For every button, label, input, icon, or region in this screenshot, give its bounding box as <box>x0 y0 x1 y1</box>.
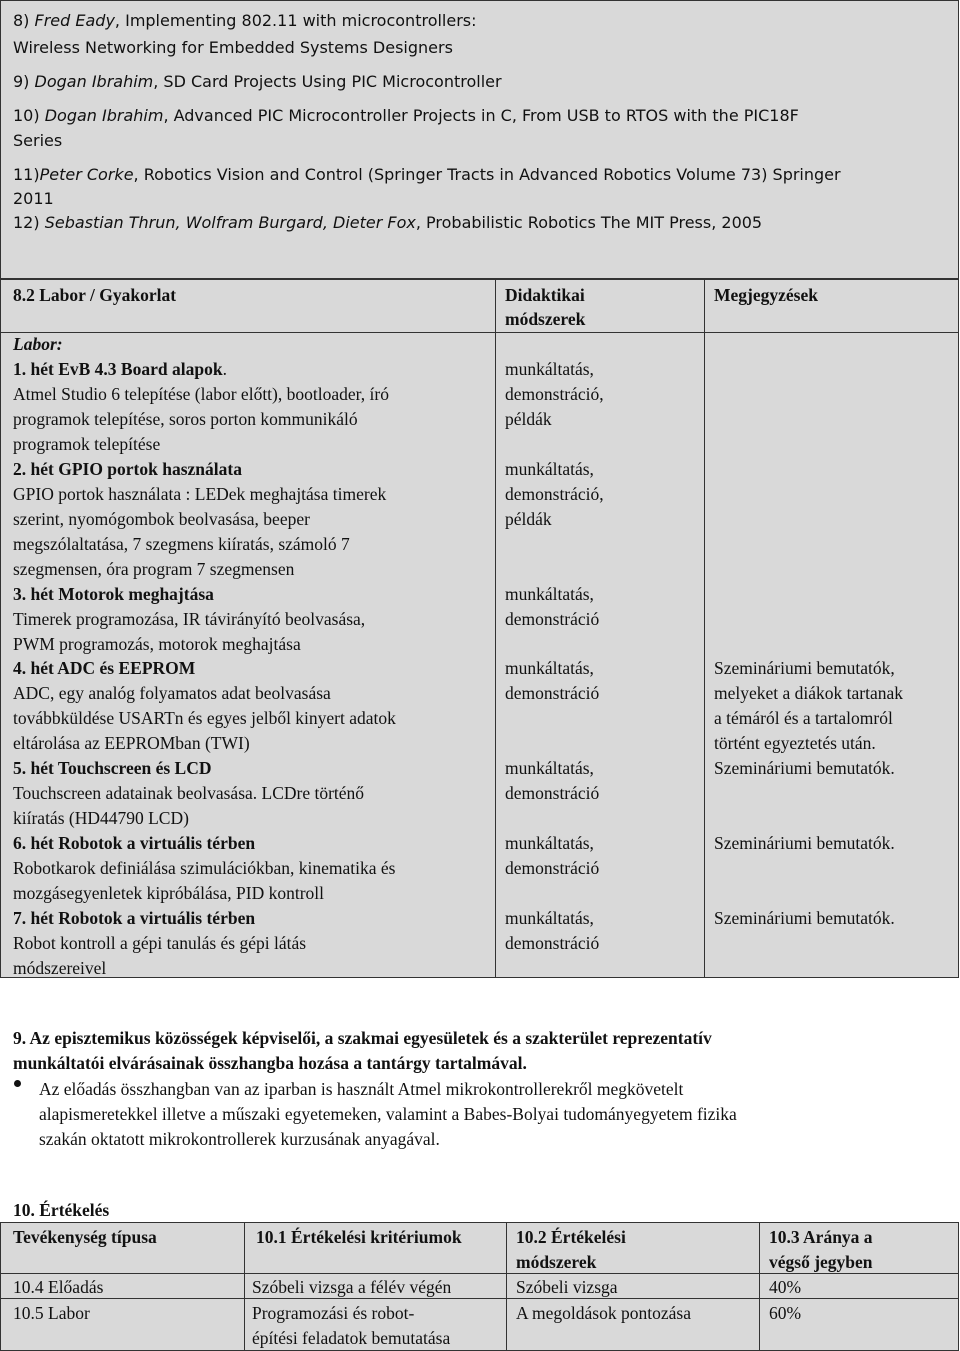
week-1: 1. hét EvB 4.3 Board alapok. Atmel Studio 6 telepítése (labor előtt), bootloader, író programok telepítése, soros porton kommunikáló programok telepítése <box>13 359 389 454</box>
reference-12: 12) Sebastian Thrun, Wolfram Burgard, Dieter Fox, Probabilistic Robotics The MIT Press, 2005 <box>13 213 763 232</box>
reference-8-cont: Wireless Networking for Embedded Systems Designers <box>13 38 453 57</box>
reference-10-cont: Series <box>13 131 63 150</box>
eval-row-rule-2 <box>0 1298 959 1299</box>
eval-row-lab-ratio: 60% <box>769 1303 802 1323</box>
reference-10: 10) Dogan Ibrahim, Advanced PIC Microcontroller Projects in C, From USB to RTOS with the PIC18F <box>13 106 799 125</box>
week-3: 3. hét Motorok meghajtása Timerek programozása, IR távirányító beolvasása, PWM programozás, motorok meghajtása <box>13 584 366 654</box>
lab-col-divider-2 <box>704 279 705 978</box>
week-7-notes: Szemináriumi bemutatók. <box>714 908 895 928</box>
reference-11: 11)Peter Corke, Robotics Vision and Control (Springer Tracts in Advanced Robotics Volume 73) Springer <box>13 165 841 184</box>
section-9-heading: 9. Az episztemikus közösségek képviselői, a szakmai egyesületek és a szakterület reprezentatív munkáltatói elvárásainak összhangba hozása a tantárgy tartalmával. <box>13 1028 712 1073</box>
week-7-methods: munkáltatás, demonstráció <box>505 908 600 953</box>
reference-9: 9) Dogan Ibrahim, SD Card Projects Using PIC Microcontroller <box>13 72 502 91</box>
week-4-methods: munkáltatás, demonstráció <box>505 658 600 703</box>
week-4-notes: Szemináriumi bemutatók, melyeket a diákok tartanak a témáról és a tartalomról történt egyeztetés után. <box>714 658 904 753</box>
section-10-heading: 10. Értékelés <box>13 1200 110 1220</box>
methods-header-1: Didaktikai <box>505 285 585 305</box>
week-4: 4. hét ADC és EEPROM ADC, egy analóg folyamatos adat beolvasása továbbküldése USARTn és egyes jelből kinyert adatok eltárolása az EEPROMban (TWI) <box>13 658 396 753</box>
eval-header-criteria: 10.1 Értékelési kritériumok <box>256 1227 462 1247</box>
week-2-methods: munkáltatás, demonstráció, példák <box>505 459 604 529</box>
lab-header-rule <box>0 332 959 333</box>
eval-header-methods: 10.2 Értékelési módszerek <box>516 1227 626 1272</box>
week-6-notes: Szemináriumi bemutatók. <box>714 833 895 853</box>
labor-label: Labor: <box>13 334 63 354</box>
week-5: 5. hét Touchscreen és LCD Touchscreen adatainak beolvasása. LCDre történő kiíratás (HD44790 LCD) <box>13 758 365 828</box>
eval-row-lab-criteria: Programozási és robot- építési feladatok bemutatása <box>252 1303 451 1348</box>
week-5-notes: Szemináriumi bemutatók. <box>714 758 895 778</box>
eval-row-lecture-ratio: 40% <box>769 1277 802 1297</box>
eval-row-lab-activity: 10.5 Labor <box>13 1303 90 1323</box>
reference-8: 8) Fred Eady, Implementing 802.11 with microcontrollers: <box>13 11 477 30</box>
eval-col-divider-3 <box>759 1222 760 1351</box>
week-7: 7. hét Robotok a virtuális térben Robot kontroll a gépi tanulás és gépi látás módszereivel <box>13 908 307 978</box>
eval-row-lecture-activity: 10.4 Előadás <box>13 1277 104 1297</box>
reference-11-cont: 2011 <box>13 189 54 208</box>
eval-header-ratio: 10.3 Aránya a végső jegyben <box>769 1227 873 1272</box>
notes-header: Megjegyzések <box>714 285 818 305</box>
eval-row-lecture-criteria: Szóbeli vizsga a félév végén <box>252 1277 452 1297</box>
eval-header-activity: Tevékenység típusa <box>13 1227 157 1247</box>
eval-row-lecture-method: Szóbeli vizsga <box>516 1277 618 1297</box>
week-5-methods: munkáltatás, demonstráció <box>505 758 600 803</box>
lab-heading: 8.2 Labor / Gyakorlat <box>13 285 177 305</box>
lab-col-divider-1 <box>495 279 496 978</box>
eval-col-divider-2 <box>506 1222 507 1351</box>
bullet-icon <box>14 1080 21 1087</box>
week-2: 2. hét GPIO portok használata GPIO portok használata : LEDek meghajtása timerek szerint, nyomógombok beolvasása, beeper megszólaltatása, 7 szegmens kiíratás, számoló 7 szegmensen, óra program 7 szegmensen <box>13 459 387 579</box>
week-3-methods: munkáltatás, demonstráció <box>505 584 600 629</box>
eval-row-lab-method: A megoldások pontozása <box>516 1303 691 1323</box>
methods-header-2: módszerek <box>505 309 586 329</box>
week-6-methods: munkáltatás, demonstráció <box>505 833 600 878</box>
week-6: 6. hét Robotok a virtuális térben Robotkarok definiálása szimulációkban, kinematika és mozgásegyenletek kipróbálása, PID kontroll <box>13 833 396 903</box>
section-9-bullet: Az előadás összhangban van az iparban is használt Atmel mikrokontrollerekről megkövetelt alapismeretekkel illetve a műszaki egyetemeken, valamint a Babes-Bolyai tudományegyetem fizika szakán oktatott mikrokontrollerek kurzusának anyagával. <box>39 1079 737 1149</box>
eval-col-divider-1 <box>244 1222 245 1351</box>
week-1-methods: munkáltatás, demonstráció, példák <box>505 359 604 429</box>
